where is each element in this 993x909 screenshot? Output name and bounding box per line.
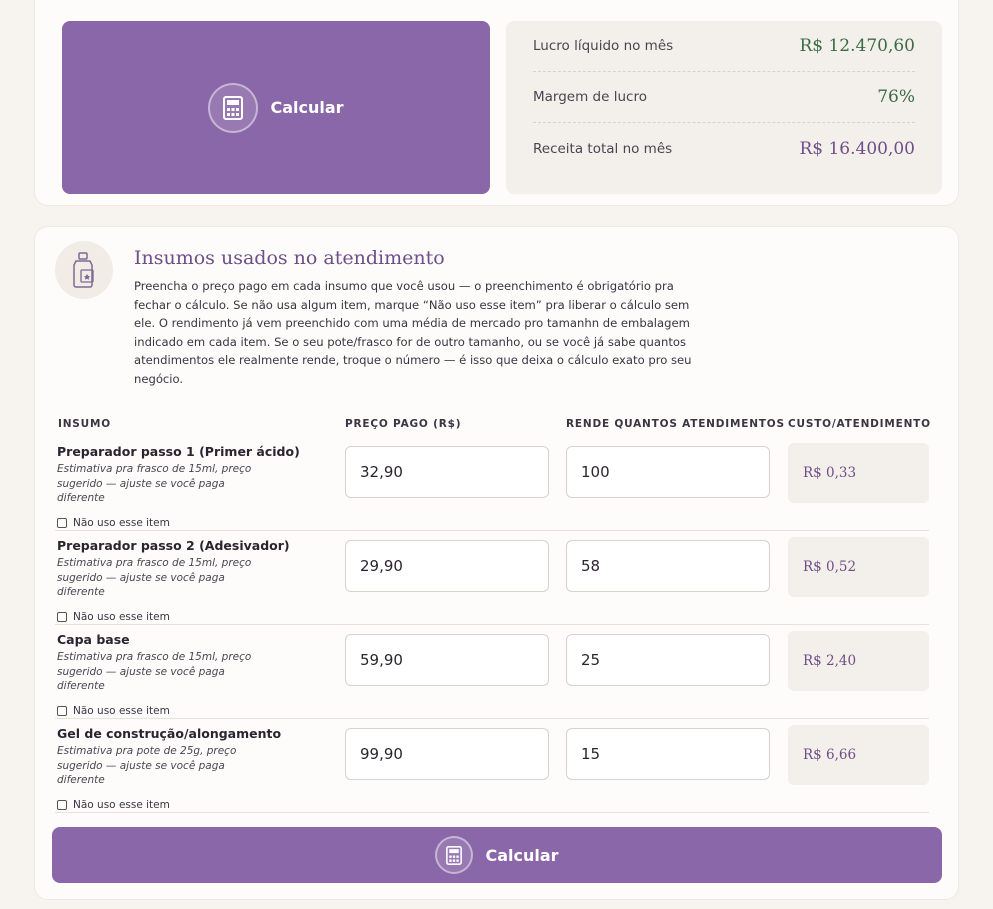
table-row (55, 531, 929, 625)
margin-label: Margem de lucro (533, 89, 647, 105)
skip-label: Não uso esse item (73, 799, 170, 811)
section-title: Insumos usados no atendimento (134, 247, 445, 269)
calculate-button-bottom[interactable] (52, 827, 942, 883)
column-header-custo: CUSTO/ATENDIMENTO (788, 418, 931, 430)
revenue-value: R$ 16.400,00 (799, 138, 915, 159)
skip-label: Não uso esse item (73, 705, 170, 717)
skip-item-checkbox[interactable] (57, 705, 170, 717)
price-input[interactable] (345, 634, 549, 686)
table-row (55, 625, 929, 719)
revenue-label: Receita total no mês (533, 140, 673, 157)
calculate-label: Calcular (270, 98, 344, 117)
supplies-card (34, 226, 959, 900)
yield-input[interactable] (566, 728, 770, 780)
section-description: Preencha o preço pago em cada insumo que você usou — o preenchimento é obrigatório pra fechar o cálculo. Se não usa algum item, marque “Não uso esse item” pra liberar o cálculo sem ele. O rendimento já vem preenchido com uma média de mercado pro tamanhn de embalagem indicado em cada item. Se o seu pote/frasco for de outro tamanho, ou se você já sabe quantos atendimentos ele realmente rende, troque o número — é isso que deixa o cálculo exato pro seu negócio. (134, 279, 692, 386)
summary-row-revenue (533, 123, 915, 174)
item-note: Estimativa pra frasco de 15ml, preço sugerido — ajuste se você paga diferente (57, 463, 252, 505)
table-row (55, 719, 929, 813)
column-header-rende: RENDE QUANTOS ATENDIMENTOS (566, 418, 785, 430)
skip-item-checkbox[interactable] (57, 517, 170, 529)
item-note: Estimativa pra pote de 25g, preço sugerido — ajuste se você paga diferente (57, 745, 237, 787)
yield-input[interactable] (566, 540, 770, 592)
checkbox[interactable] (57, 706, 67, 716)
skip-label: Não uso esse item (73, 611, 170, 623)
calculator-icon (208, 83, 258, 133)
item-name: Preparador passo 2 (Adesivador) (57, 538, 290, 553)
item-name: Capa base (57, 632, 130, 647)
checkbox[interactable] (57, 800, 67, 810)
checkbox[interactable] (57, 612, 67, 622)
item-note: Estimativa pra frasco de 15ml, preço sugerido — ajuste se você paga diferente (57, 651, 252, 693)
profit-label: Lucro líquido no mês (533, 38, 674, 54)
calculator-icon (435, 836, 473, 874)
cost-value: R$ 0,33 (788, 443, 929, 503)
item-note: Estimativa pra frasco de 15ml, preço sugerido — ajuste se você paga diferente (57, 557, 252, 599)
profit-value: R$ 12.470,60 (799, 36, 915, 56)
bottle-icon (55, 241, 113, 299)
cost-value: R$ 6,66 (788, 725, 929, 785)
column-header-insumo: INSUMO (58, 418, 111, 430)
calculate-label: Calcular (485, 845, 559, 865)
yield-input[interactable] (566, 446, 770, 498)
table-row (55, 437, 929, 531)
item-name: Preparador passo 1 (Primer ácido) (57, 444, 300, 459)
margin-value: 76% (877, 87, 915, 107)
item-name: Gel de construção/alongamento (57, 726, 282, 741)
cost-value: R$ 2,40 (788, 631, 929, 691)
summary-card (34, 0, 959, 206)
skip-label: Não uso esse item (73, 517, 170, 529)
cost-value: R$ 0,52 (788, 537, 929, 597)
skip-item-checkbox[interactable] (57, 799, 170, 811)
column-header-preco: PREÇO PAGO (R$) (345, 418, 462, 430)
results-panel (506, 21, 942, 194)
price-input[interactable] (345, 728, 549, 780)
price-input[interactable] (345, 540, 549, 592)
summary-row-margin (533, 72, 915, 123)
price-input[interactable] (345, 446, 549, 498)
checkbox[interactable] (57, 518, 67, 528)
yield-input[interactable] (566, 634, 770, 686)
summary-row-profit (533, 21, 915, 72)
calculate-button-top[interactable] (62, 21, 490, 194)
skip-item-checkbox[interactable] (57, 611, 170, 623)
